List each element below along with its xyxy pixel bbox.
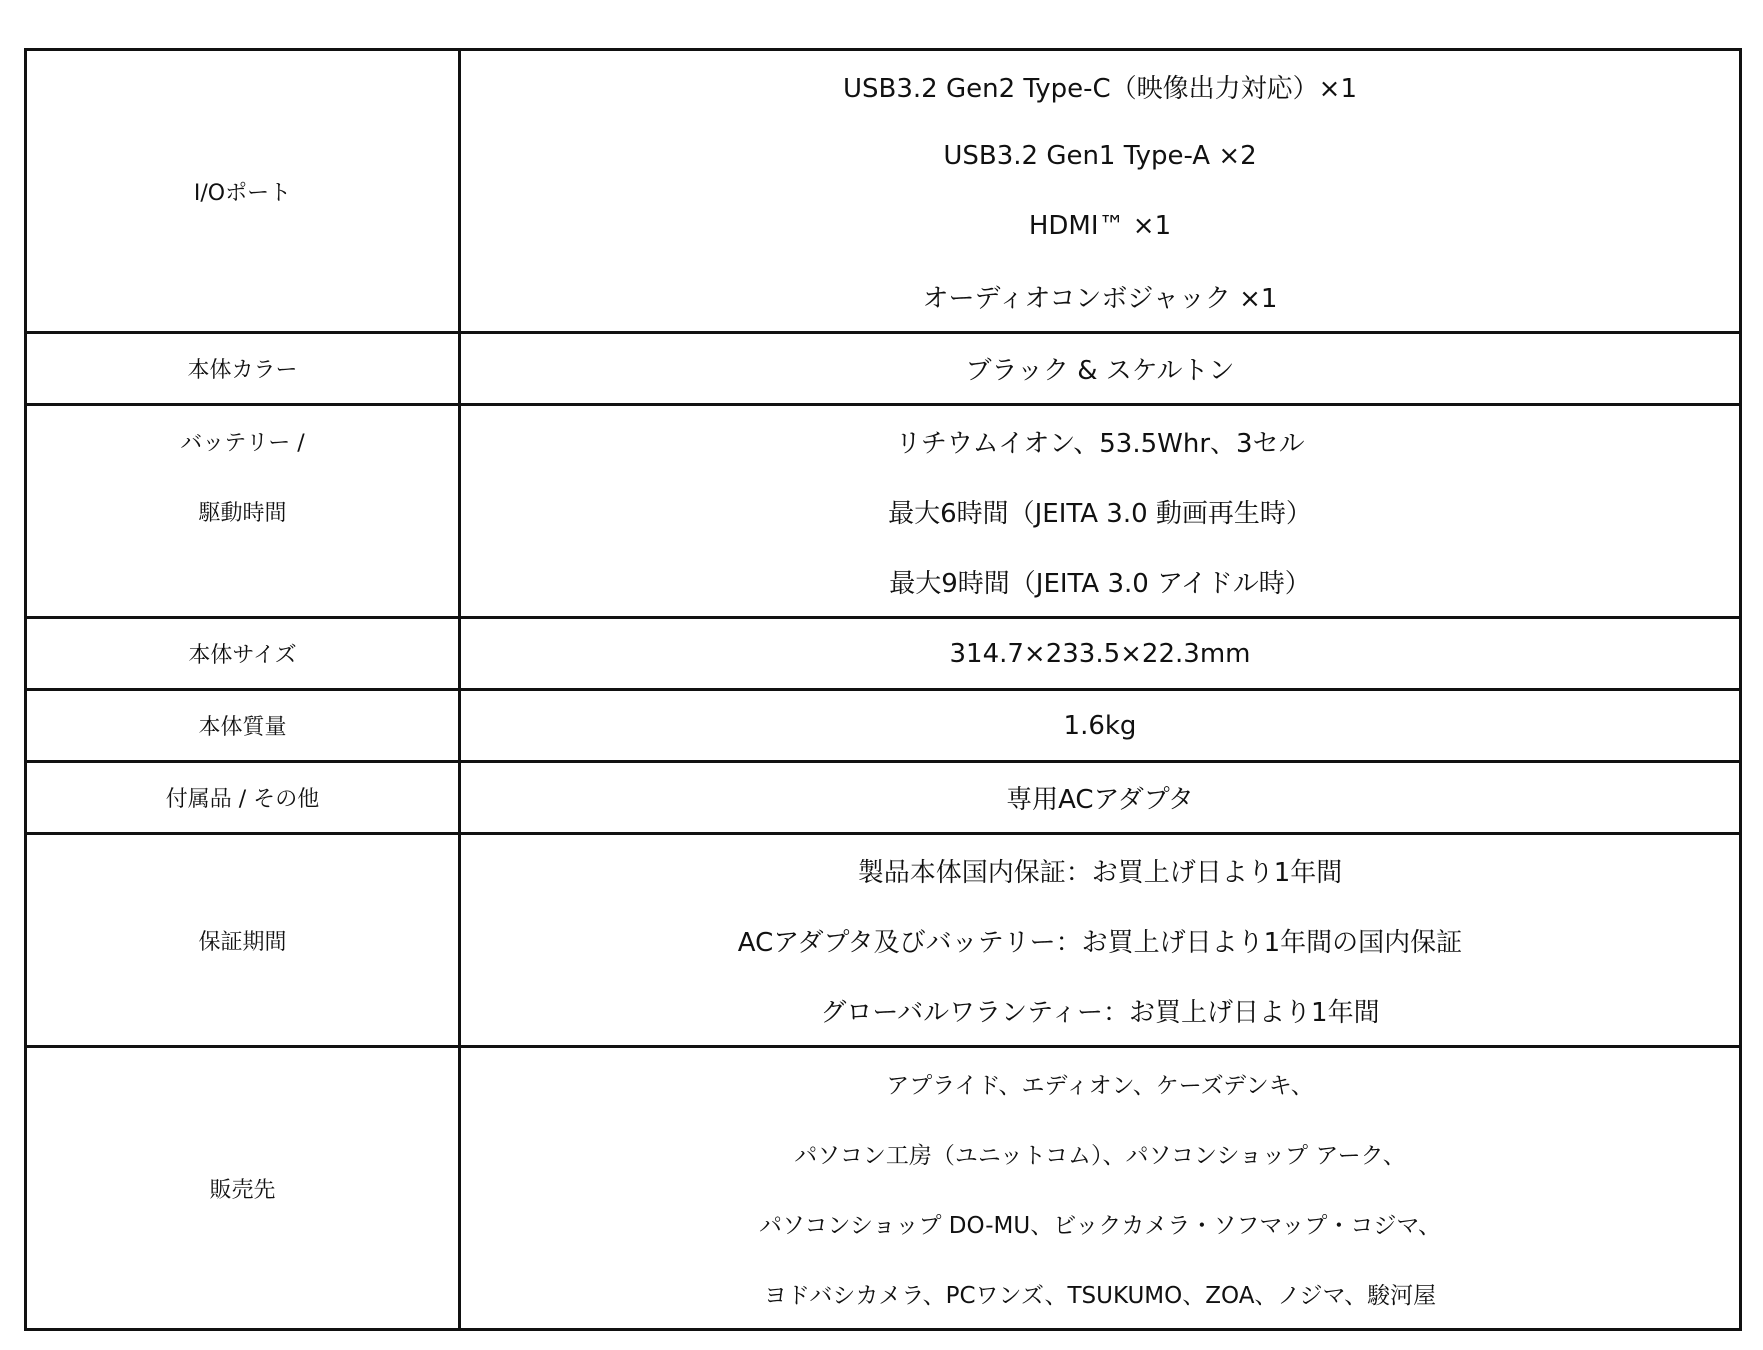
spec-label-spacer	[27, 546, 458, 616]
spec-value: リチウムイオン、53.5Whr、3セル	[895, 428, 1305, 459]
spec-value: USB3.2 Gen1 Type-A ×2	[943, 141, 1257, 171]
spec-label-cell	[26, 1047, 460, 1330]
spec-value: 最大6時間（JEITA 3.0 動画再生時）	[888, 498, 1312, 529]
spec-row-retailers	[26, 1047, 1741, 1330]
spec-row-size	[26, 618, 1741, 690]
spec-label-cell	[26, 50, 460, 333]
spec-value-cell	[460, 50, 1741, 333]
spec-label-cell	[26, 690, 460, 762]
spec-row-accessories	[26, 762, 1741, 834]
spec-label-cell	[26, 618, 460, 690]
spec-row-color	[26, 333, 1741, 405]
spec-row-warranty	[26, 834, 1741, 1047]
spec-label-cell	[26, 333, 460, 405]
spec-value: ブラック & スケルトン	[965, 356, 1235, 386]
spec-label: 本体カラー	[187, 358, 298, 383]
spec-label: 駆動時間	[198, 500, 287, 526]
spec-label: 付属品 / その他	[165, 787, 320, 812]
spec-row-battery	[26, 405, 1741, 618]
spec-label: 販売先	[209, 1177, 276, 1203]
spec-value: グローバルワランティー：お買上げ日より1年間	[820, 997, 1380, 1028]
spec-label-cell	[26, 762, 460, 834]
spec-value-cell	[460, 690, 1741, 762]
spec-label-cell	[26, 405, 460, 618]
spec-value: 専用ACアダプタ	[1006, 785, 1194, 815]
spec-label: 本体サイズ	[188, 643, 297, 668]
spec-value-cell	[460, 834, 1741, 1047]
spec-label: 本体質量	[198, 715, 287, 740]
spec-value-cell	[460, 333, 1741, 405]
spec-table	[24, 48, 1742, 1331]
spec-value: 最大9時間（JEITA 3.0 アイドル時）	[889, 568, 1311, 599]
spec-value-cell	[460, 618, 1741, 690]
spec-label: バッテリー /	[180, 430, 305, 456]
spec-value: ヨドバシカメラ、PCワンズ、TSUKUMO、ZOA、ノジマ、駿河屋	[763, 1282, 1437, 1309]
spec-row-weight	[26, 690, 1741, 762]
spec-value: パソコンショップ DO-MU、ビックカメラ・ソフマップ・コジマ、	[758, 1212, 1442, 1239]
spec-value: USB3.2 Gen2 Type-C（映像出力対応）×1	[843, 73, 1357, 104]
spec-label: 保証期間	[198, 929, 287, 955]
spec-label-cell	[26, 834, 460, 1047]
spec-value: ACアダプタ及びバッテリー：お買上げ日より1年間の国内保証	[737, 927, 1463, 958]
spec-label: I/Oポート	[193, 180, 292, 206]
spec-value: パソコン工房（ユニットコム）、パソコンショップ アーク、	[794, 1142, 1406, 1169]
spec-value: 314.7×233.5×22.3mm	[949, 638, 1251, 669]
spec-value: オーディオコンボジャック ×1	[922, 283, 1278, 314]
spec-row-io-ports	[26, 50, 1741, 333]
spec-value-cell	[460, 1047, 1741, 1330]
spec-value-cell	[460, 405, 1741, 618]
spec-value: アプライド、エディオン、ケーズデンキ、	[886, 1072, 1314, 1099]
spec-value: HDMI™ ×1	[1028, 211, 1172, 241]
spec-value: 製品本体国内保証：お買上げ日より1年間	[857, 857, 1343, 888]
spec-value: 1.6kg	[1063, 710, 1137, 741]
spec-value-cell	[460, 762, 1741, 834]
